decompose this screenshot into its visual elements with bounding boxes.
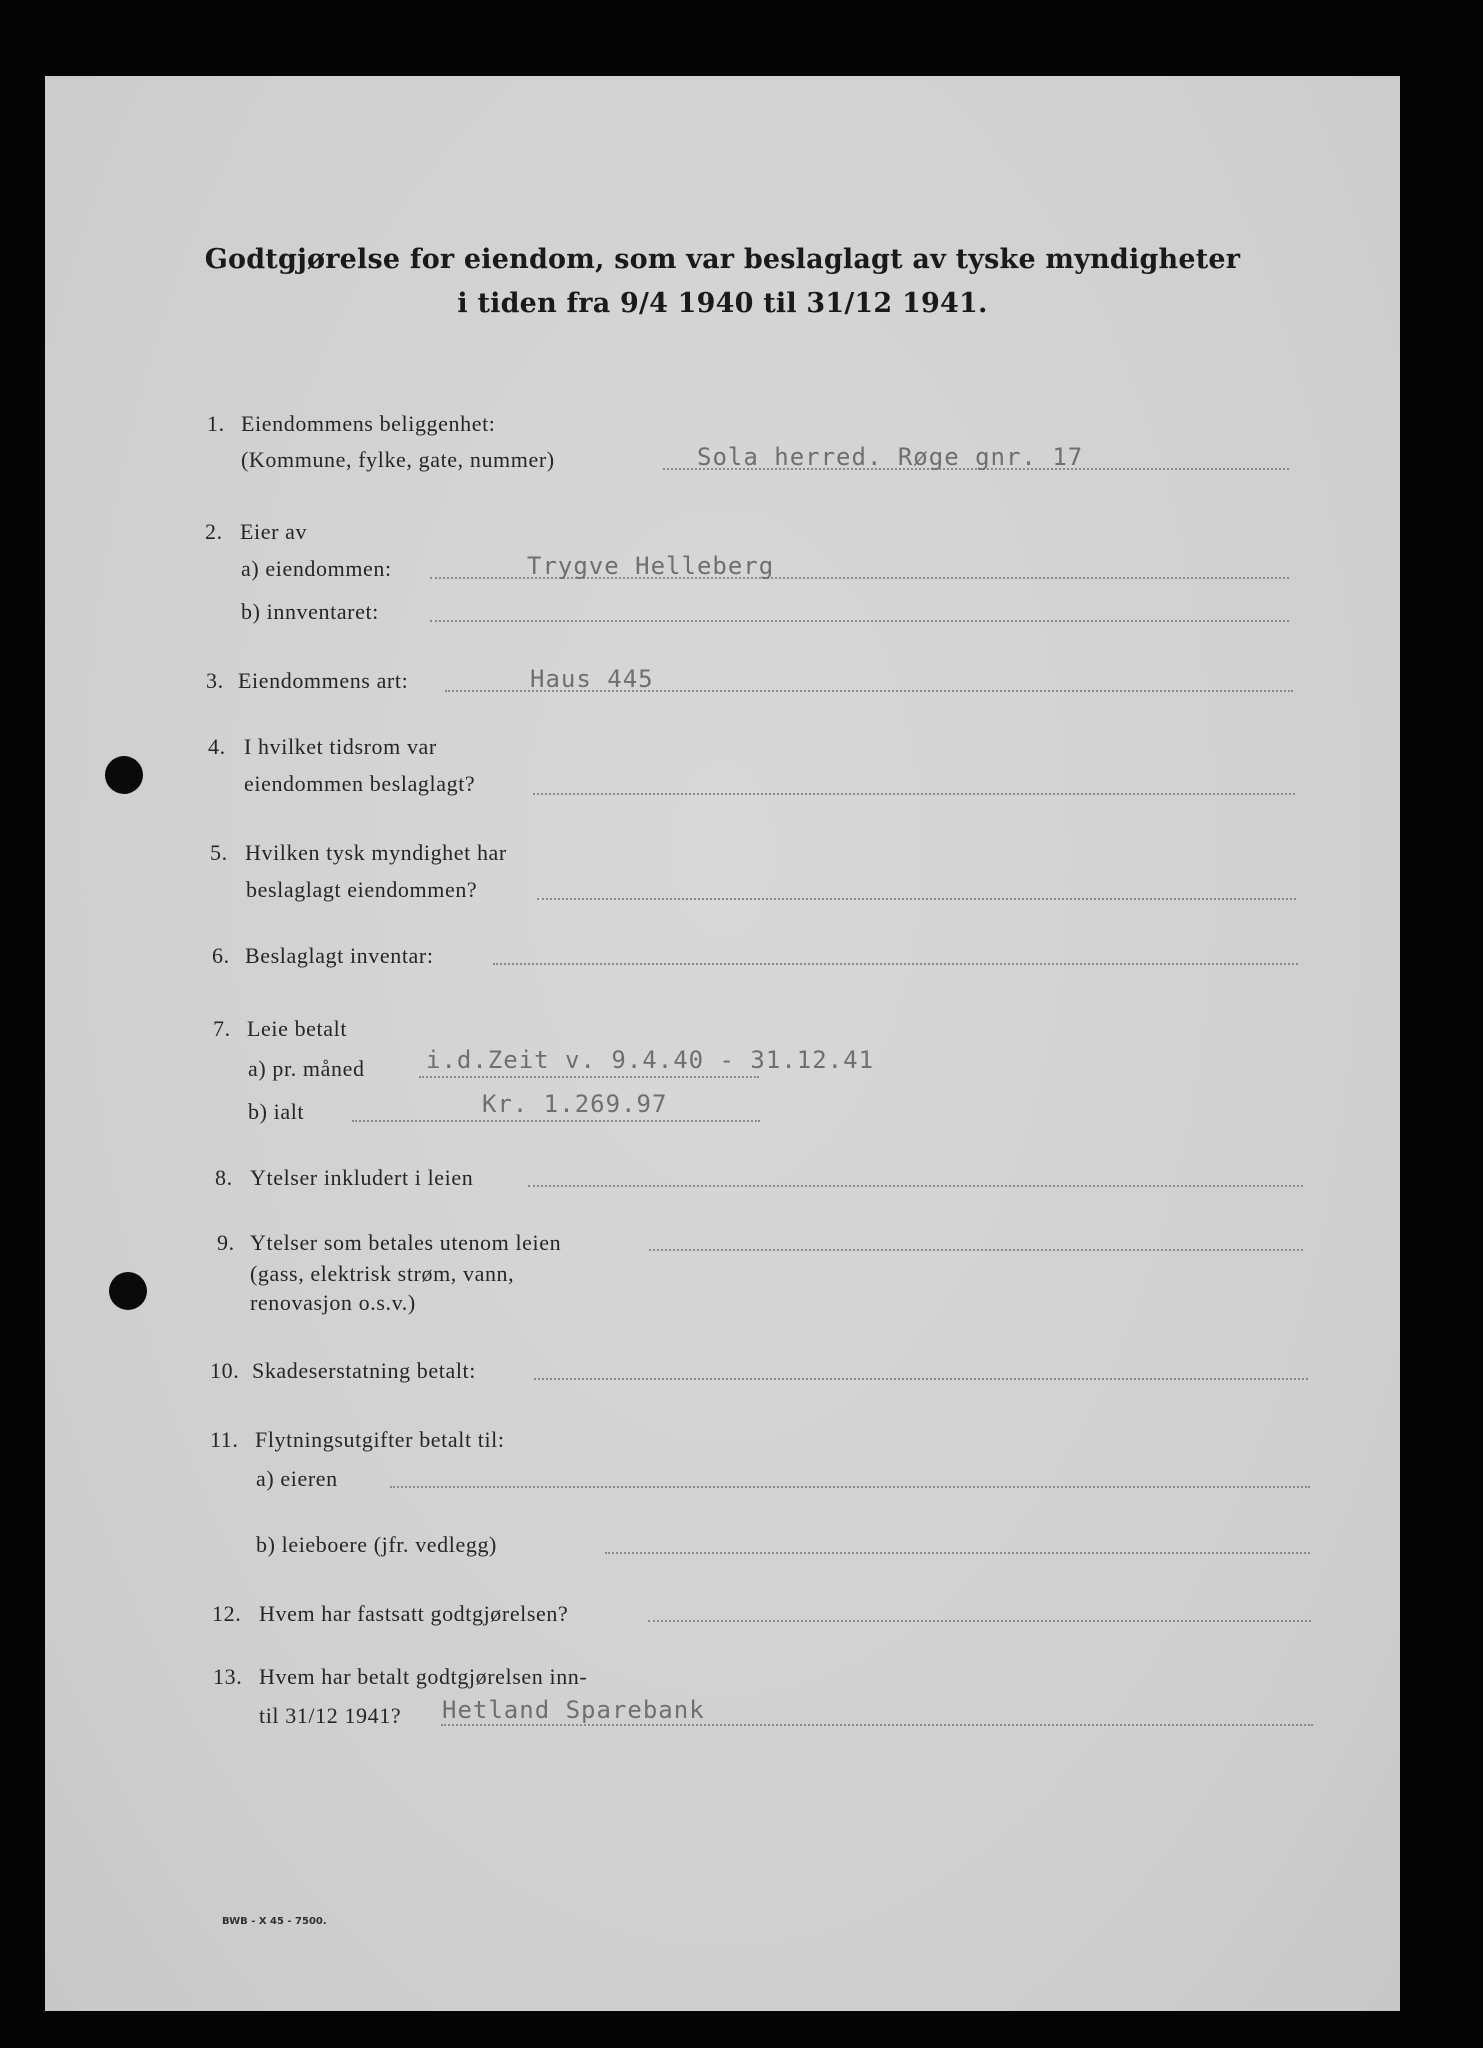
item-5-label: Hvilken tysk myndighet har	[245, 840, 507, 865]
item-2a-value: Trygve Helleberg	[527, 552, 775, 580]
item-13-sublabel: til 31/12 1941?	[259, 1703, 402, 1728]
item-4-field-line	[533, 793, 1295, 795]
item-10-label: Skadeserstatning betalt:	[252, 1358, 476, 1383]
item-11a-label: a) eieren	[256, 1466, 338, 1491]
item-12-label: Hvem har fastsatt godtgjørelsen?	[259, 1601, 569, 1626]
item-13-field-line	[441, 1724, 1313, 1726]
item-12-field-line	[648, 1620, 1311, 1622]
item-6-number: 6.	[212, 943, 230, 968]
item-2b-label: b) innventaret:	[241, 599, 379, 624]
item-13-number: 13.	[213, 1664, 243, 1689]
item-10-number: 10.	[210, 1358, 240, 1383]
item-8-number: 8.	[215, 1165, 233, 1190]
item-7a-field-line	[419, 1076, 759, 1078]
item-7b-field-line	[352, 1120, 760, 1122]
item-7b-value: Kr. 1.269.97	[482, 1090, 668, 1118]
item-11a-field-line	[390, 1486, 1310, 1488]
item-7a-value: i.d.Zeit v. 9.4.40 - 31.12.41	[426, 1046, 875, 1074]
item-5-sublabel: beslaglagt eiendommen?	[246, 877, 478, 902]
item-7b-label: b) ialt	[248, 1099, 305, 1124]
item-9-sublabel-1: (gass, elektrisk strøm, vann,	[250, 1261, 515, 1286]
item-2-number: 2.	[205, 519, 223, 544]
item-1-number: 1.	[207, 411, 225, 436]
item-8-label: Ytelser inkludert i leien	[250, 1165, 474, 1190]
item-2-label: Eier av	[240, 519, 308, 544]
item-9-label: Ytelser som betales utenom leien	[250, 1230, 562, 1255]
item-8-field-line	[528, 1185, 1303, 1187]
punch-hole-bottom	[109, 1272, 147, 1310]
punch-hole-top	[105, 756, 143, 794]
item-11-label: Flytningsutgifter betalt til:	[255, 1427, 505, 1452]
item-6-label: Beslaglagt inventar:	[245, 943, 434, 968]
item-1-label: Eiendommens beliggenhet:	[241, 411, 496, 436]
item-7a-label: a) pr. måned	[248, 1056, 365, 1081]
item-13-value: Hetland Sparebank	[442, 1696, 705, 1724]
item-3-label: Eiendommens art:	[238, 668, 409, 693]
form-title-line-2: i tiden fra 9/4 1940 til 31/12 1941.	[457, 288, 988, 319]
item-10-field-line	[534, 1378, 1308, 1380]
item-3-value: Haus 445	[530, 665, 654, 693]
item-11b-field-line	[605, 1552, 1310, 1554]
item-2b-field-line	[430, 620, 1289, 622]
item-12-number: 12.	[212, 1601, 242, 1626]
item-6-field-line	[493, 963, 1298, 965]
item-1-value: Sola herred. Røge gnr. 17	[697, 443, 1084, 471]
item-13-label: Hvem har betalt godtgjørelsen inn-	[259, 1664, 588, 1689]
item-9-field-line	[649, 1249, 1303, 1251]
item-7-number: 7.	[213, 1016, 231, 1041]
item-4-number: 4.	[208, 734, 226, 759]
form-title-line-1: Godtgjørelse for eiendom, som var beslaglagt av tyske myndigheter	[204, 244, 1241, 275]
item-11-number: 11.	[210, 1427, 239, 1452]
print-code-footer: BWB - X 45 - 7500.	[222, 1916, 327, 1927]
item-9-number: 9.	[217, 1230, 235, 1255]
item-3-number: 3.	[206, 668, 224, 693]
item-5-number: 5.	[210, 840, 228, 865]
item-4-sublabel: eiendommen beslaglagt?	[244, 771, 476, 796]
item-5-field-line	[537, 898, 1296, 900]
item-2a-label: a) eiendommen:	[241, 556, 392, 581]
item-11b-label: b) leieboere (jfr. vedlegg)	[256, 1532, 497, 1557]
item-4-label: I hvilket tidsrom var	[244, 734, 437, 759]
item-1-sublabel: (Kommune, fylke, gate, nummer)	[241, 447, 555, 472]
item-9-sublabel-2: renovasjon o.s.v.)	[250, 1290, 416, 1315]
form-sheet	[45, 76, 1400, 2011]
item-7-label: Leie betalt	[247, 1016, 348, 1041]
